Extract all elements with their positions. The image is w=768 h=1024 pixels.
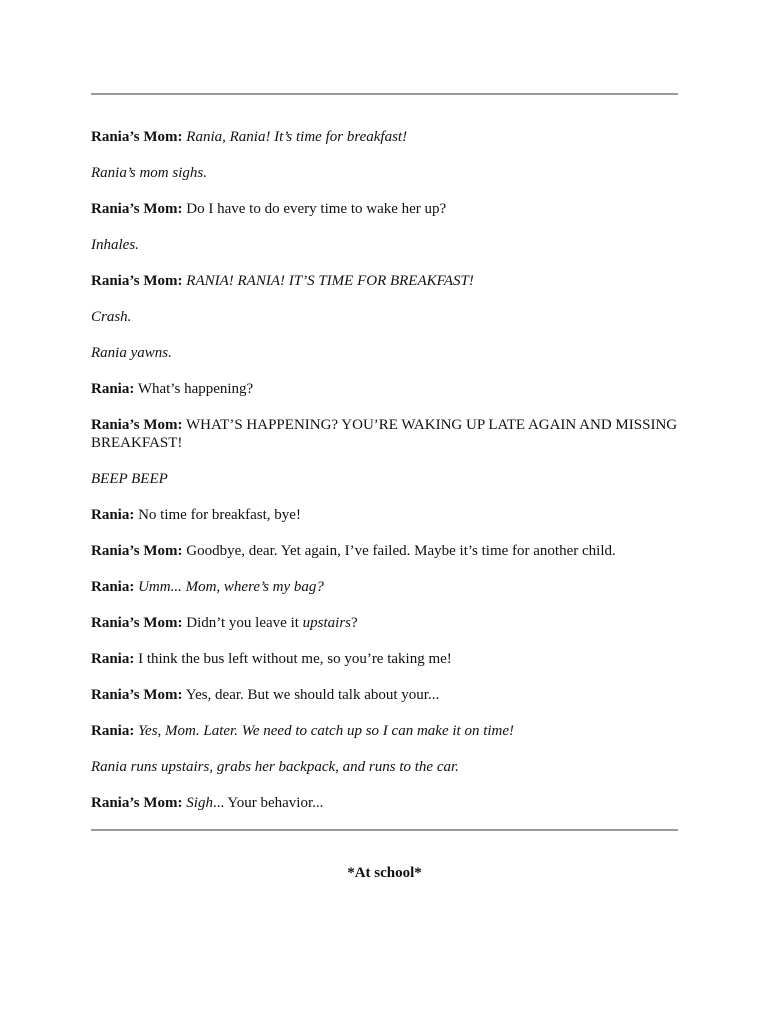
dialogue-line — [91, 416, 678, 452]
speaker-name: Rania: — [91, 723, 135, 739]
stage-direction-text: Rania yawns. — [91, 345, 172, 361]
stage-direction-text: Inhales. — [91, 237, 139, 253]
dialogue-line — [91, 578, 678, 596]
speaker-name: Rania’s Mom: — [91, 615, 183, 631]
dialogue-text: ... Your behavior... — [212, 795, 324, 811]
dialogue-text: Do I have to do every time to wake her up? — [186, 201, 447, 217]
dialogue-line — [91, 506, 678, 524]
dialogue-text: What’s happening? — [137, 381, 254, 397]
speaker-name: Rania’s Mom: — [91, 417, 183, 433]
dialogue-text: RANIA! RANIA! IT’S TIME FOR BREAKFAST! — [186, 273, 474, 289]
dialogue-text: Rania, Rania! It’s time for breakfast! — [186, 129, 408, 145]
stage-direction — [91, 470, 678, 488]
speaker-name: Rania: — [91, 507, 135, 523]
dialogue-text: I think the bus left without me, so you’re taking me! — [138, 651, 452, 667]
dialogue-line — [91, 614, 678, 632]
dialogue-line — [91, 128, 678, 146]
dialogue-text: No time for breakfast, bye! — [138, 507, 301, 523]
stage-direction — [91, 344, 678, 362]
dialogue-text: WHAT’S HAPPENING? YOU’RE WAKING UP LATE AGAIN AND MISSING BREAKFAST! — [91, 417, 678, 451]
dialogue-text: Yes, dear. But we should talk about your... — [185, 687, 440, 703]
dialogue-line — [91, 380, 678, 398]
horizontal-rule-top — [91, 93, 678, 95]
dialogue-text: Goodbye, dear. Yet again, I’ve failed. Maybe it’s time for another child. — [186, 543, 616, 559]
speaker-name: Rania’s Mom: — [91, 129, 183, 145]
dialogue-line — [91, 200, 678, 218]
dialogue-line — [91, 722, 678, 740]
script-body — [91, 128, 678, 830]
dialogue-line — [91, 542, 678, 560]
dialogue-line — [91, 686, 678, 704]
speaker-name: Rania: — [91, 651, 135, 667]
speaker-name: Rania’s Mom: — [91, 273, 183, 289]
dialogue-text: Sigh — [186, 795, 213, 811]
speaker-name: Rania’s Mom: — [91, 543, 183, 559]
stage-direction-text: BEEP BEEP — [91, 471, 168, 487]
speaker-name: Rania: — [91, 579, 135, 595]
stage-direction — [91, 164, 678, 182]
stage-direction — [91, 758, 678, 776]
speaker-name: Rania’s Mom: — [91, 201, 183, 217]
dialogue-text: Didn’t you leave it — [186, 615, 303, 631]
stage-direction — [91, 308, 678, 326]
dialogue-text: Yes, Mom. Later. We need to catch up so I can make it on time! — [138, 723, 515, 739]
dialogue-text: Umm... Mom, where’s my bag? — [138, 579, 324, 595]
speaker-name: Rania’s Mom: — [91, 795, 183, 811]
dialogue-line — [91, 650, 678, 668]
stage-direction — [91, 236, 678, 254]
horizontal-rule-bottom — [91, 829, 678, 831]
speaker-name: Rania’s Mom: — [91, 687, 183, 703]
dialogue-line — [91, 794, 678, 812]
stage-direction-text: Crash. — [91, 309, 132, 325]
dialogue-text: ? — [351, 615, 358, 631]
stage-direction-text: Rania runs upstairs, grabs her backpack, and runs to the car. — [91, 759, 459, 775]
dialogue-line — [91, 272, 678, 290]
dialogue-text: upstairs — [302, 615, 352, 631]
speaker-name: Rania: — [91, 381, 135, 397]
stage-direction-text: Rania’s mom sighs. — [91, 165, 207, 181]
scene-heading: *At school* — [347, 865, 422, 881]
